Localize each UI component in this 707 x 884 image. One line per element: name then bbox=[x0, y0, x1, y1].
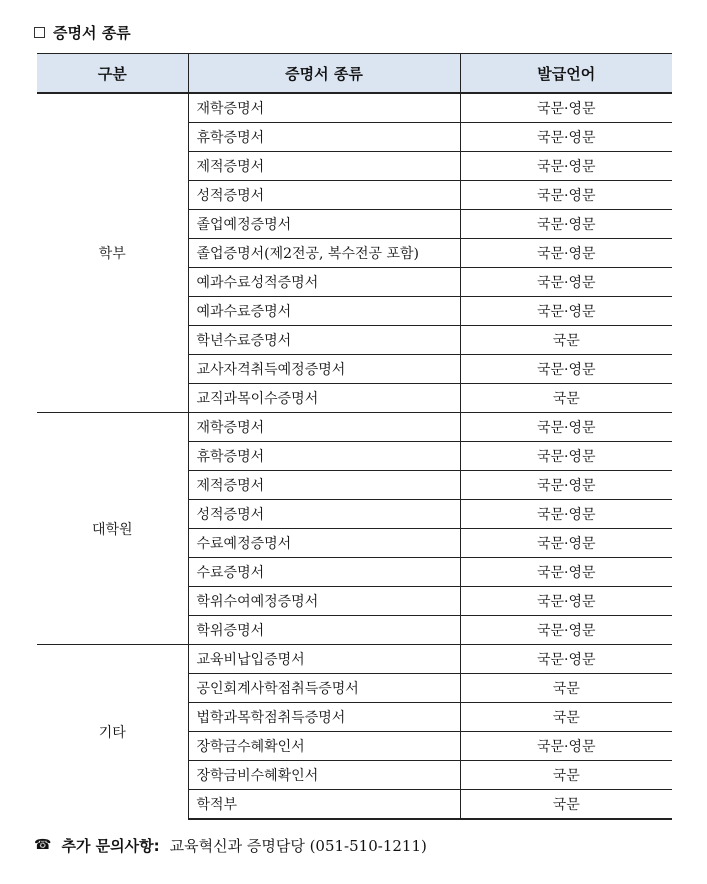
contact-info bbox=[34, 832, 427, 858]
language-cell: 국문·영문 bbox=[460, 616, 672, 645]
certificate-name-cell: 재학증명서 bbox=[188, 413, 460, 442]
language-cell: 국문·영문 bbox=[460, 297, 672, 326]
certificate-name-cell: 예과수료성적증명서 bbox=[188, 268, 460, 297]
language-cell: 국문·영문 bbox=[460, 239, 672, 268]
language-cell: 국문·영문 bbox=[460, 442, 672, 471]
certificate-name-cell: 예과수료증명서 bbox=[188, 297, 460, 326]
certificate-name-cell: 공인회계사학점취득증명서 bbox=[188, 674, 460, 703]
certificate-name-cell: 법학과목학점취득증명서 bbox=[188, 703, 460, 732]
category-cell: 학부 bbox=[37, 93, 188, 413]
language-cell: 국문·영문 bbox=[460, 558, 672, 587]
certificate-name-cell: 재학증명서 bbox=[188, 93, 460, 123]
header-category: 구분 bbox=[37, 54, 188, 94]
certificate-name-cell: 제적증명서 bbox=[188, 152, 460, 181]
certificate-name-cell: 교육비납입증명서 bbox=[188, 645, 460, 674]
language-cell: 국문·영문 bbox=[460, 181, 672, 210]
language-cell: 국문·영문 bbox=[460, 152, 672, 181]
certificate-name-cell: 제적증명서 bbox=[188, 471, 460, 500]
language-cell: 국문 bbox=[460, 674, 672, 703]
phone-icon: ☎ bbox=[34, 837, 52, 853]
language-cell: 국문 bbox=[460, 790, 672, 820]
certificate-name-cell: 수료증명서 bbox=[188, 558, 460, 587]
certificate-name-cell: 휴학증명서 bbox=[188, 123, 460, 152]
contact-value: 교육혁신과 증명담당 (051-510-1211) bbox=[169, 836, 427, 855]
contact-label: 추가 문의사항: bbox=[61, 836, 160, 855]
certificate-name-cell: 학위수여예정증명서 bbox=[188, 587, 460, 616]
category-cell: 기타 bbox=[37, 645, 188, 820]
table-body bbox=[37, 93, 672, 819]
certificate-name-cell: 교사자격취득예정증명서 bbox=[188, 355, 460, 384]
language-cell: 국문·영문 bbox=[460, 268, 672, 297]
certificate-name-cell: 졸업예정증명서 bbox=[188, 210, 460, 239]
language-cell: 국문 bbox=[460, 384, 672, 413]
language-cell: 국문 bbox=[460, 326, 672, 355]
table-row bbox=[37, 413, 672, 442]
language-cell: 국문·영문 bbox=[460, 645, 672, 674]
language-cell: 국문 bbox=[460, 761, 672, 790]
section-title bbox=[34, 18, 131, 46]
certificate-name-cell: 교직과목이수증명서 bbox=[188, 384, 460, 413]
language-cell: 국문·영문 bbox=[460, 413, 672, 442]
language-cell: 국문·영문 bbox=[460, 587, 672, 616]
certificate-name-cell: 수료예정증명서 bbox=[188, 529, 460, 558]
language-cell: 국문 bbox=[460, 703, 672, 732]
certificate-table bbox=[37, 53, 672, 820]
language-cell: 국문·영문 bbox=[460, 210, 672, 239]
certificate-name-cell: 휴학증명서 bbox=[188, 442, 460, 471]
certificate-name-cell: 성적증명서 bbox=[188, 181, 460, 210]
language-cell: 국문·영문 bbox=[460, 355, 672, 384]
table-row bbox=[37, 93, 672, 123]
certificate-name-cell: 졸업증명서(제2전공, 복수전공 포함) bbox=[188, 239, 460, 268]
table-header-row bbox=[37, 54, 672, 94]
header-language: 발급언어 bbox=[460, 54, 672, 94]
language-cell: 국문·영문 bbox=[460, 529, 672, 558]
header-certificate-type: 증명서 종류 bbox=[188, 54, 460, 94]
language-cell: 국문·영문 bbox=[460, 123, 672, 152]
language-cell: 국문·영문 bbox=[460, 500, 672, 529]
certificate-name-cell: 학위증명서 bbox=[188, 616, 460, 645]
certificate-name-cell: 학년수료증명서 bbox=[188, 326, 460, 355]
certificate-name-cell: 성적증명서 bbox=[188, 500, 460, 529]
table-row bbox=[37, 645, 672, 674]
certificate-name-cell: 장학금비수혜확인서 bbox=[188, 761, 460, 790]
category-cell: 대학원 bbox=[37, 413, 188, 645]
language-cell: 국문·영문 bbox=[460, 471, 672, 500]
language-cell: 국문·영문 bbox=[460, 732, 672, 761]
language-cell: 국문·영문 bbox=[460, 93, 672, 123]
certificate-name-cell: 장학금수혜확인서 bbox=[188, 732, 460, 761]
section-title-text: 증명서 종류 bbox=[53, 23, 131, 42]
certificate-name-cell: 학적부 bbox=[188, 790, 460, 820]
checkbox-icon bbox=[34, 27, 45, 38]
